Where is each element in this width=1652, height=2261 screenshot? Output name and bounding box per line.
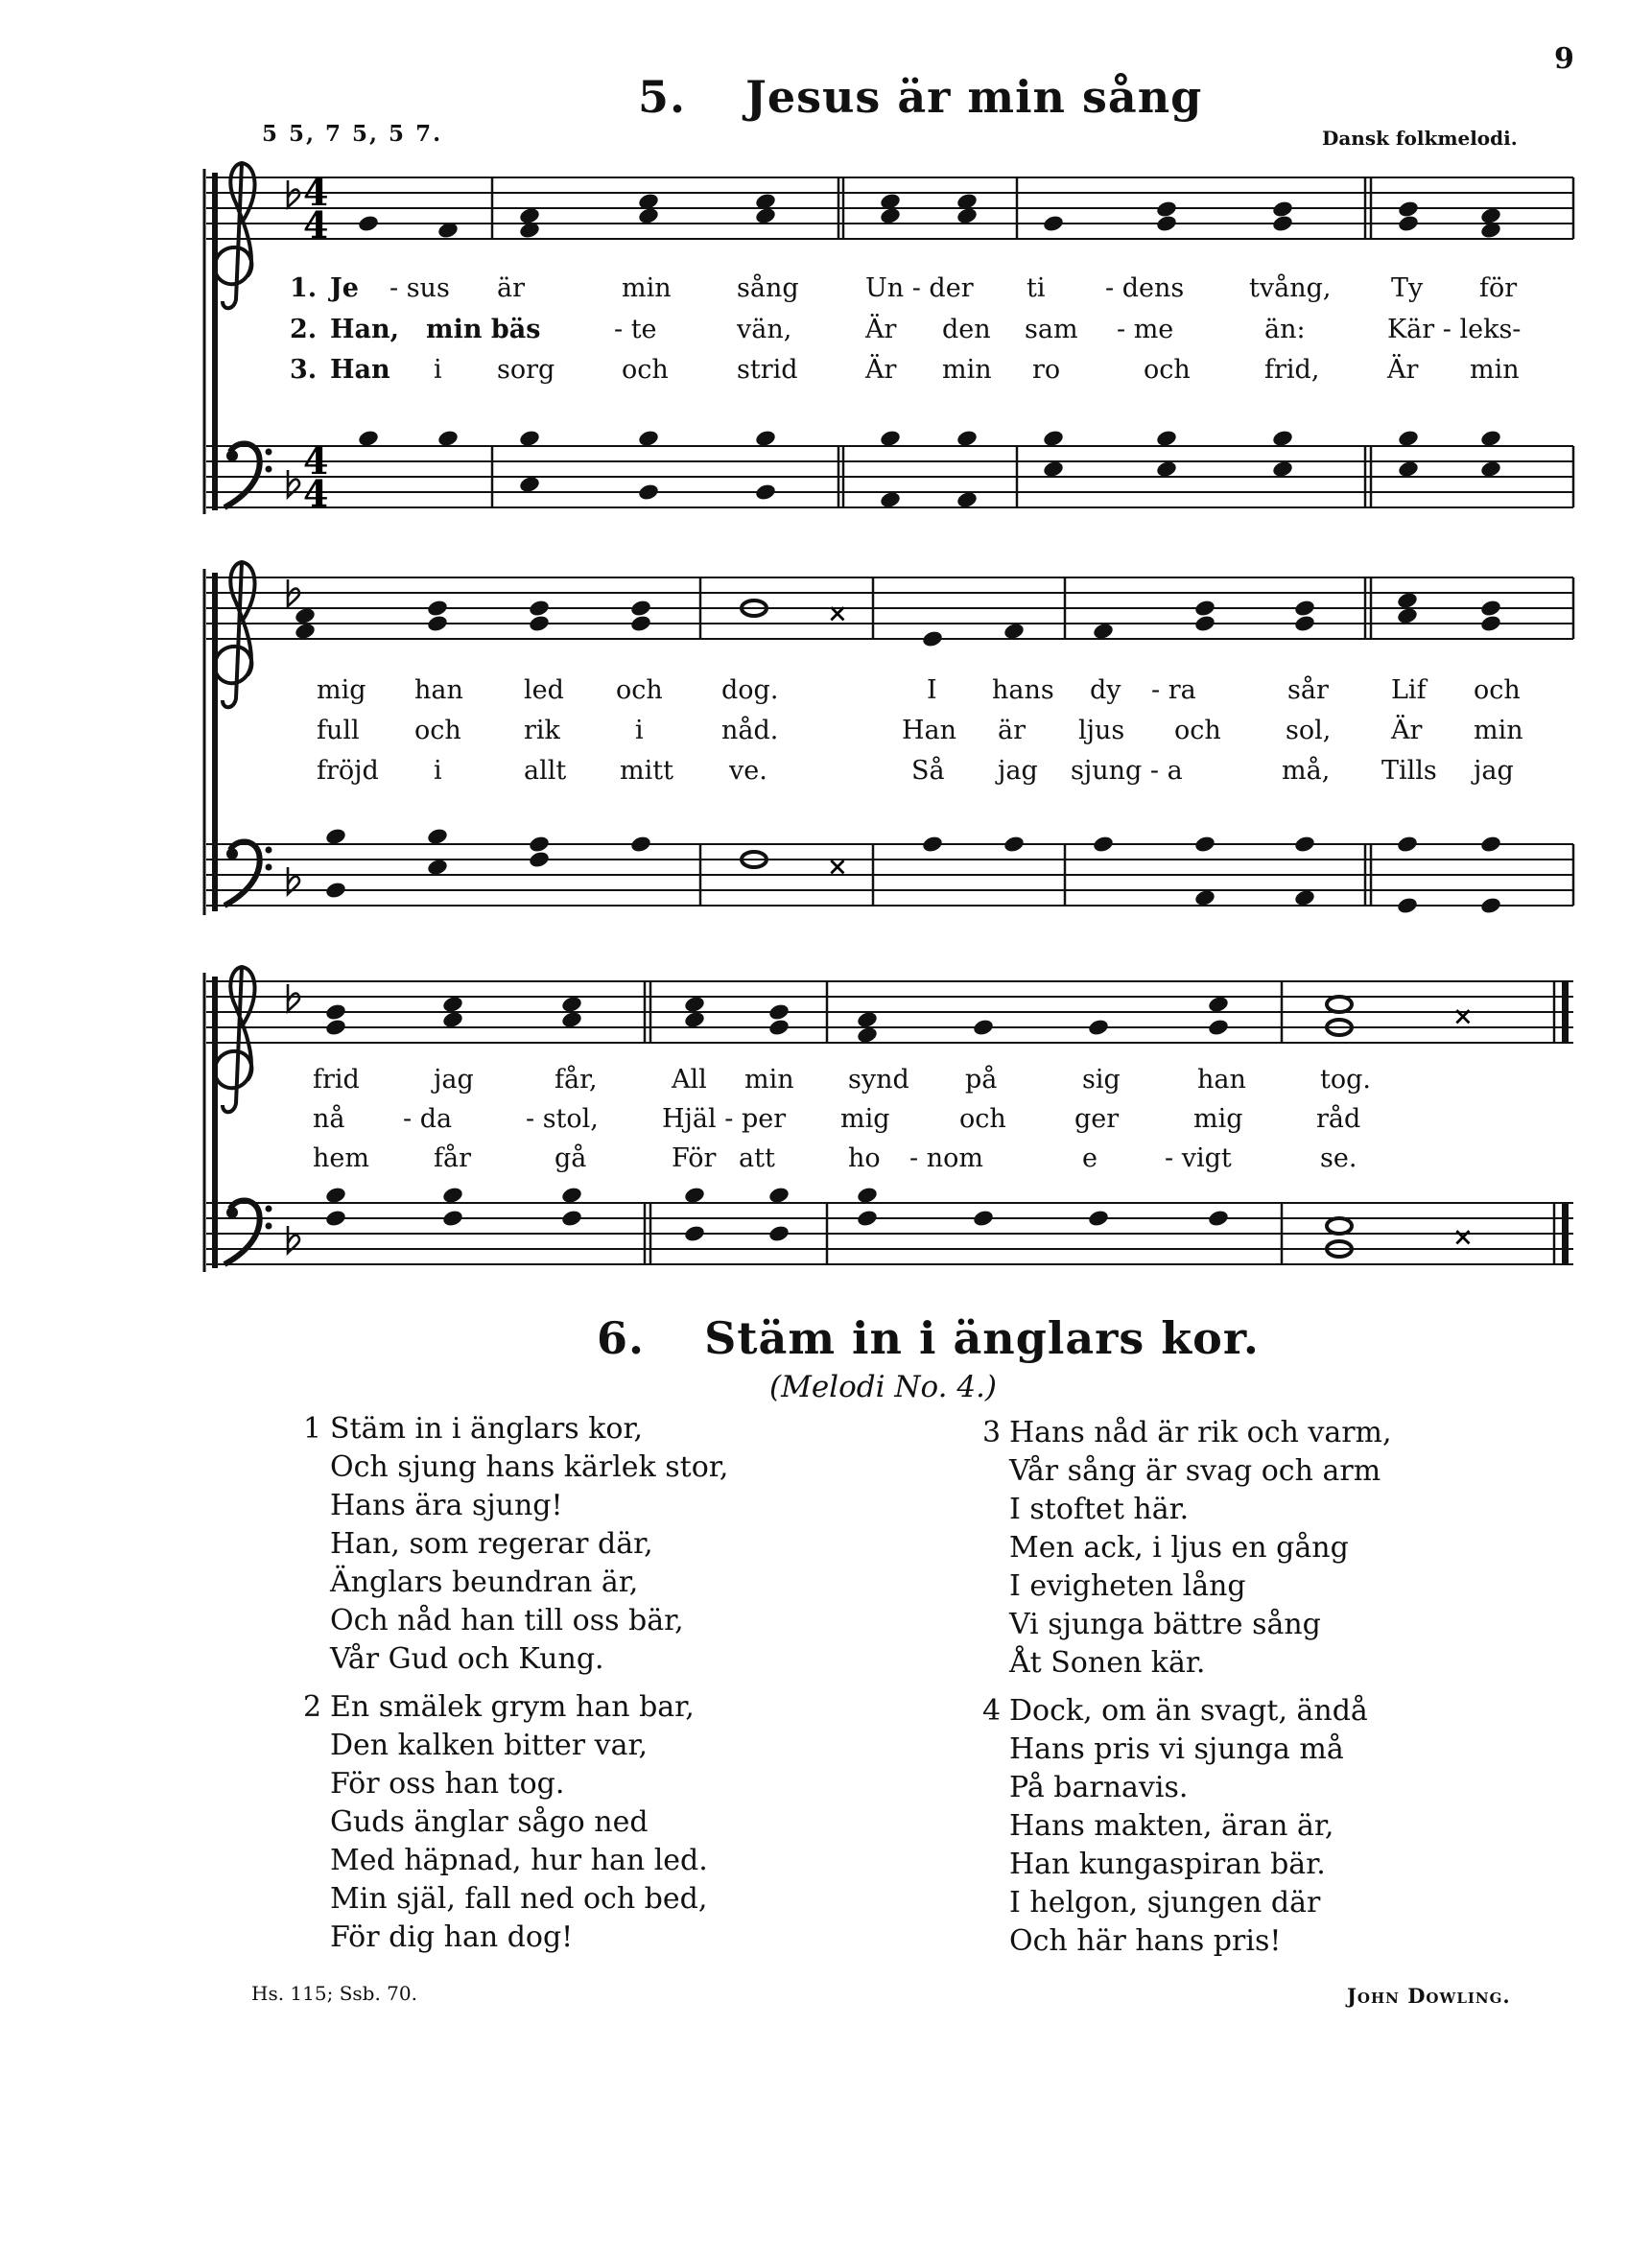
syllable: ve. bbox=[729, 756, 767, 786]
syllable: allt bbox=[524, 756, 567, 786]
syllable: nåd. bbox=[721, 716, 779, 745]
syllable: än: bbox=[1264, 315, 1306, 344]
syllable: Han bbox=[902, 716, 957, 745]
svg-text:×: × bbox=[1452, 1002, 1474, 1031]
svg-text:4: 4 bbox=[303, 472, 329, 515]
syllable: sorg bbox=[497, 355, 555, 385]
svg-text:4: 4 bbox=[303, 439, 329, 483]
stanza-number: 2 bbox=[303, 1690, 322, 1724]
syllable: jag bbox=[1474, 756, 1514, 786]
syllable: min bäs bbox=[426, 315, 541, 344]
system-1-treble-notes bbox=[357, 192, 1502, 240]
stanza-line: Åt Sonen kär. bbox=[1009, 1646, 1206, 1680]
stanza-line: För dig han dog! bbox=[330, 1920, 574, 1954]
syllable: sam bbox=[1025, 315, 1078, 344]
system-1-bass-staff bbox=[206, 429, 1573, 515]
verse-number: 3. bbox=[290, 355, 318, 385]
syllable: är bbox=[998, 716, 1027, 745]
syllable: må, bbox=[1282, 756, 1331, 786]
syllable: synd bbox=[848, 1065, 909, 1095]
syllable: gå bbox=[555, 1143, 587, 1173]
syllable: och bbox=[1174, 716, 1221, 745]
stanza-line: Och nåd han till oss bär, bbox=[330, 1604, 684, 1637]
syllable: led bbox=[524, 675, 564, 705]
stanza-line: Och här hans pris! bbox=[1009, 1924, 1282, 1958]
syllable: hans bbox=[992, 675, 1054, 705]
syllable: ho bbox=[848, 1143, 881, 1173]
svg-text:×: × bbox=[827, 853, 848, 882]
syllable: Han bbox=[330, 355, 390, 385]
syllable: får bbox=[434, 1143, 471, 1173]
stanza-line: En smälek grym han bar, bbox=[330, 1690, 695, 1724]
hymn6-stanza-4 bbox=[982, 1692, 1368, 1961]
syllable: Är bbox=[1387, 355, 1419, 385]
syllable: se. bbox=[1320, 1143, 1357, 1173]
stanza-line: Vi sjunga bättre sång bbox=[1009, 1608, 1321, 1641]
hymn6-number: 6. bbox=[597, 1312, 646, 1364]
hymn6-references: Hs. 115; Ssb. 70. bbox=[251, 1982, 417, 2005]
syllable: får, bbox=[555, 1065, 598, 1095]
system-3-bass-staff bbox=[206, 1186, 1573, 1264]
svg-text:×: × bbox=[1452, 1223, 1474, 1252]
syllable: Lif bbox=[1391, 675, 1427, 705]
syllable: ger bbox=[1074, 1104, 1120, 1134]
syllable: - dens bbox=[1105, 273, 1185, 303]
syllable: Hjäl - per bbox=[662, 1104, 787, 1134]
syllable: sol, bbox=[1286, 716, 1332, 745]
syllable: min bbox=[744, 1065, 794, 1095]
syllable: och bbox=[1474, 675, 1521, 705]
syllable: fröjd bbox=[317, 756, 379, 786]
syllable: e bbox=[1082, 1143, 1097, 1173]
verse-number: 1. bbox=[290, 273, 318, 303]
syllable: - stol, bbox=[526, 1104, 599, 1134]
hymn6-melody-ref: (Melodi No. 4.) bbox=[769, 1370, 997, 1404]
hymn5-title: Jesus är min sång bbox=[745, 71, 1203, 123]
hymn6-title: Stäm in i änglars kor. bbox=[704, 1312, 1260, 1364]
hymn6-author: John Dowling. bbox=[1347, 1984, 1511, 2008]
syllable: nå bbox=[313, 1104, 345, 1134]
syllable: mig bbox=[317, 675, 366, 705]
syllable: min bbox=[1474, 716, 1523, 745]
syllable: i bbox=[635, 716, 644, 745]
svg-text:4: 4 bbox=[303, 203, 329, 247]
syllable: ti bbox=[1027, 273, 1046, 303]
hymn6-title-block bbox=[597, 1312, 1260, 1364]
stanza-line: Hans ära sjung! bbox=[330, 1489, 563, 1522]
syllable: mig bbox=[1193, 1104, 1243, 1134]
stanza-line: I stoftet här. bbox=[1009, 1493, 1190, 1526]
stanza-line: På barnavis. bbox=[1009, 1771, 1189, 1804]
syllable: - me bbox=[1117, 315, 1174, 344]
stanza-line: Han, som regerar där, bbox=[330, 1527, 653, 1561]
syllable: i bbox=[434, 355, 442, 385]
stanza-line: Han kungaspiran bär. bbox=[1009, 1848, 1326, 1881]
stanza-line: Min själ, fall ned och bed, bbox=[330, 1882, 708, 1916]
stanza-line: Dock, om än svagt, ändå bbox=[1009, 1694, 1368, 1728]
hymn6-stanza-3 bbox=[982, 1414, 1392, 1683]
syllable: dy bbox=[1090, 675, 1121, 705]
syllable: För bbox=[672, 1143, 717, 1173]
syllable: sig bbox=[1082, 1065, 1121, 1095]
syllable: mitt bbox=[620, 756, 673, 786]
system-2-bass-staff bbox=[206, 827, 1573, 915]
svg-text:4: 4 bbox=[303, 171, 329, 214]
verse-number: 2. bbox=[290, 315, 318, 344]
stanza-line: Änglars beundran är, bbox=[330, 1566, 639, 1599]
syllable: och bbox=[616, 675, 663, 705]
stanza-number: 3 bbox=[982, 1416, 1002, 1449]
syllable: Han, bbox=[330, 315, 400, 344]
syllable: sång bbox=[737, 273, 799, 303]
syllable: - nom bbox=[909, 1143, 983, 1173]
stanza-line: Hans makten, äran är, bbox=[1009, 1809, 1334, 1843]
syllable: frid, bbox=[1264, 355, 1320, 385]
syllable: min bbox=[942, 355, 992, 385]
stanza-line: Men ack, i ljus en gång bbox=[1009, 1531, 1349, 1565]
stanza-line: I helgon, sjungen där bbox=[1009, 1886, 1321, 1919]
syllable: för bbox=[1479, 273, 1518, 303]
syllable: och bbox=[622, 355, 669, 385]
stanza-line: I evigheten lång bbox=[1009, 1569, 1246, 1603]
stanza-line: Den kalken bitter var, bbox=[330, 1729, 649, 1762]
stanza-line: Stäm in i änglars kor, bbox=[330, 1412, 644, 1446]
stanza-line: Vår sång är svag och arm bbox=[1009, 1454, 1381, 1488]
stanza-line: Och sjung hans kärlek stor, bbox=[330, 1450, 729, 1484]
stanza-line: För oss han tog. bbox=[330, 1767, 565, 1801]
hymn6-stanza-2 bbox=[303, 1688, 708, 1957]
syllable: mig bbox=[840, 1104, 890, 1134]
stanza-line: Med häpnad, hur han led. bbox=[330, 1844, 708, 1877]
syllable: strid bbox=[737, 355, 798, 385]
syllable: dog. bbox=[721, 675, 779, 705]
syllable: Är bbox=[865, 315, 897, 344]
syllable: - sus bbox=[389, 273, 450, 303]
syllable: I bbox=[927, 675, 937, 705]
hymn5-number: 5. bbox=[638, 71, 687, 123]
syllable: råd bbox=[1316, 1104, 1361, 1134]
hymn5-credit: Dansk folkmelodi. bbox=[1322, 127, 1518, 150]
syllable: hem bbox=[313, 1143, 369, 1173]
page-number: 9 bbox=[1554, 42, 1574, 76]
syllable: är bbox=[497, 273, 526, 303]
syllable: Un - der bbox=[865, 273, 974, 303]
syllable: Je bbox=[330, 273, 359, 303]
syllable: sår bbox=[1287, 675, 1329, 705]
syllable: Är bbox=[1391, 716, 1423, 745]
syllable: rik bbox=[524, 716, 560, 745]
stanza-number: 1 bbox=[303, 1412, 322, 1446]
syllable: frid bbox=[313, 1065, 360, 1095]
syllable: ljus bbox=[1078, 716, 1125, 745]
syllable: min bbox=[622, 273, 672, 303]
syllable: Kär - leks- bbox=[1387, 315, 1522, 344]
syllable: att bbox=[739, 1143, 775, 1173]
svg-text:×: × bbox=[827, 600, 848, 628]
syllable: på bbox=[965, 1065, 998, 1095]
syllable: tog. bbox=[1320, 1065, 1371, 1095]
hymn5-meter: 5 5, 7 5, 5 7. bbox=[262, 121, 443, 147]
syllable: Tills bbox=[1381, 756, 1437, 786]
syllable: ro bbox=[1032, 355, 1061, 385]
stanza-line: Hans pris vi sjunga må bbox=[1009, 1732, 1344, 1766]
syllable: vän, bbox=[737, 315, 792, 344]
syllable: tvång, bbox=[1249, 273, 1332, 303]
hymn6-stanza-1 bbox=[303, 1410, 728, 1679]
syllable: han bbox=[414, 675, 463, 705]
syllable: och bbox=[959, 1104, 1006, 1134]
syllable: Ty bbox=[1391, 273, 1424, 303]
syllable: - te bbox=[614, 315, 657, 344]
syllable: och bbox=[1144, 355, 1191, 385]
stanza-number: 4 bbox=[982, 1694, 1002, 1728]
stanza-line: Hans nåd är rik och varm, bbox=[1009, 1416, 1392, 1449]
syllable: All bbox=[672, 1065, 707, 1095]
syllable: - ra bbox=[1151, 675, 1196, 705]
syllable: jag bbox=[998, 756, 1038, 786]
syllable: han bbox=[1197, 1065, 1246, 1095]
stanza-line: Vår Gud och Kung. bbox=[330, 1642, 604, 1676]
syllable: - da bbox=[403, 1104, 453, 1134]
syllable: min bbox=[1470, 355, 1520, 385]
syllable: den bbox=[942, 315, 991, 344]
syllable: sjung - a bbox=[1071, 756, 1183, 786]
stanza-line: Guds änglar sågo ned bbox=[330, 1805, 649, 1839]
syllable: Är bbox=[865, 355, 897, 385]
syllable: - vigt bbox=[1165, 1143, 1232, 1173]
syllable: Så bbox=[911, 756, 945, 786]
syllable: full bbox=[317, 716, 360, 745]
syllable: och bbox=[414, 716, 461, 745]
syllable: i bbox=[434, 756, 442, 786]
syllable: jag bbox=[434, 1065, 474, 1095]
system-2-treble-staff bbox=[204, 562, 1573, 915]
